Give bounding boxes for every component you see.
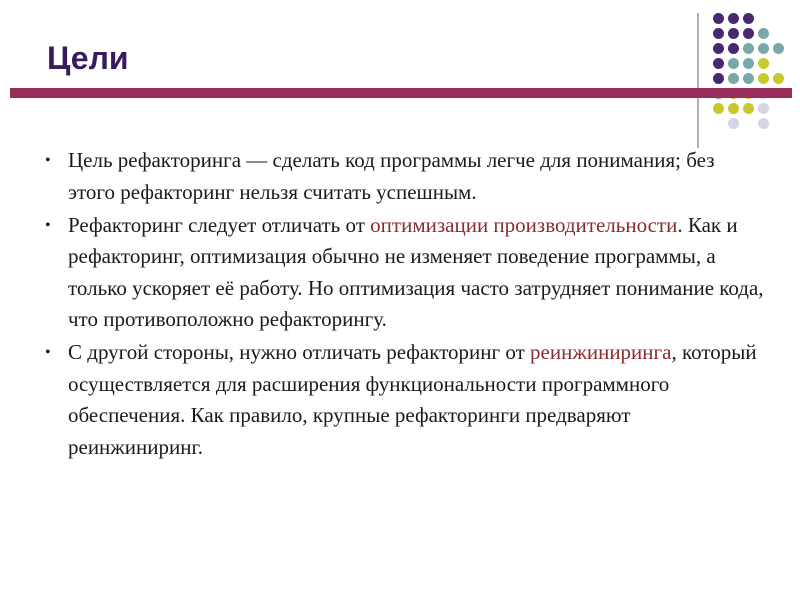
decorative-dot xyxy=(713,58,724,69)
reengineering-link[interactable]: реинжиниринга xyxy=(530,340,672,364)
bullet-item-goal xyxy=(45,145,765,208)
decorative-dot xyxy=(743,13,754,24)
decorative-dot xyxy=(728,58,739,69)
bullet-item-reengineering xyxy=(45,337,765,463)
bullet-text-part2: . Как и рефакторинг, оптимизация обычно не изменяет поведение программы, а только ускоряет её работу. Но оптимизация часто затрудняет понимание кода, что противоположно рефакторингу. xyxy=(68,212,764,331)
decorative-dot xyxy=(758,103,769,114)
decorative-dot xyxy=(728,118,739,129)
decorative-dot xyxy=(743,43,754,54)
bullet-text-part2: , который осуществляется для расширения функциональности программного обеспечения. Как правило, крупные рефакторинги предваряют реинжиниринг. xyxy=(68,340,757,459)
bullet-text: Цель рефакторинга — сделать код программы легче для понимания; без этого рефакторинг нельзя считать успешным. xyxy=(68,148,715,204)
decorative-dot xyxy=(713,28,724,39)
decorative-dot xyxy=(728,43,739,54)
decorative-dot xyxy=(743,103,754,114)
bullet-list xyxy=(45,145,765,465)
slide-title: Цели xyxy=(47,40,129,76)
decorative-dot xyxy=(758,58,769,69)
decorative-dot xyxy=(743,28,754,39)
bullet-text-part1: Рефакторинг следует отличать от xyxy=(68,212,371,237)
decorative-dot xyxy=(728,28,739,39)
bullet-text-part1: С другой стороны, нужно отличать рефакторинг от xyxy=(68,340,531,364)
decorative-dot xyxy=(758,73,769,84)
decorative-dot xyxy=(743,58,754,69)
decorative-dot xyxy=(713,13,724,24)
decorative-dot xyxy=(758,118,769,129)
decorative-dot xyxy=(758,28,769,39)
decorative-dot xyxy=(743,73,754,84)
decorative-dot xyxy=(758,43,769,54)
optimization-link[interactable]: оптимизации производительности xyxy=(370,212,678,237)
bullet-item-optimization xyxy=(45,210,765,336)
title-underline-bar xyxy=(10,88,792,98)
bullet-marker: • xyxy=(45,344,51,361)
bullet-marker: • xyxy=(45,216,51,234)
decorative-dot xyxy=(728,13,739,24)
bullet-marker: • xyxy=(45,152,51,169)
decorative-dot xyxy=(728,103,739,114)
decorative-dot xyxy=(773,43,784,54)
decorative-vertical-line xyxy=(697,13,699,148)
decorative-dot xyxy=(713,73,724,84)
decorative-dot xyxy=(713,43,724,54)
decorative-dot xyxy=(773,73,784,84)
decorative-dot xyxy=(713,103,724,114)
decorative-dot xyxy=(728,73,739,84)
